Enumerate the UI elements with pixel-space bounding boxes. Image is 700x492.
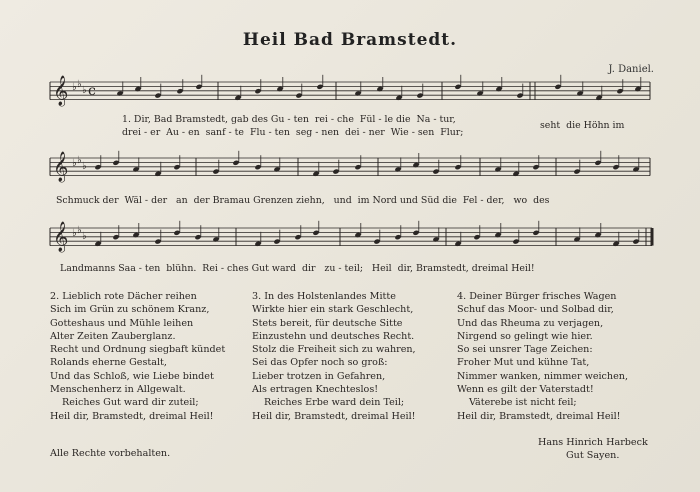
verse-line: Und das Rheuma zu verjagen, — [457, 317, 604, 329]
verse-line: Gotteshaus und Mühle leihen — [50, 317, 194, 329]
flat-sign-icon: ♭ — [72, 158, 77, 169]
rights-notice: Alle Rechte vorbehalten. — [50, 448, 171, 459]
treble-clef-icon: 𝄞 — [53, 152, 69, 182]
verse-line: Stets bereit, für deutsche Sitte — [252, 317, 403, 329]
verse-line: Heil dir, Bramstedt, dreimal Heil! — [457, 410, 621, 422]
publisher-name: Gut Sayen. — [566, 450, 620, 461]
verse-line: Sei das Opfer noch so groß: — [252, 357, 388, 369]
flat-sign-icon: ♭ — [82, 85, 87, 96]
verse-line: Sich im Grün zu schönem Kranz, — [50, 304, 210, 316]
flat-sign-icon: ♭ — [72, 228, 77, 239]
lyric-row1-refrain: seht die Höhn im — [540, 120, 625, 131]
verse-line: Nimmer wanken, nimmer weichen, — [457, 370, 629, 382]
verse-line: Einzustehn und deutsches Recht. — [252, 330, 415, 342]
verse-line: Rolands eherne Gestalt, — [50, 357, 167, 369]
verse-line: Stolz die Freiheit sich zu wahren, — [252, 344, 416, 356]
verse-line: 3. In des Holstenlandes Mitte — [252, 291, 396, 302]
composer-name: J. Daniel. — [608, 64, 654, 75]
common-time-icon: c — [88, 83, 96, 99]
verse-line: Heil dir, Bramstedt, dreimal Heil! — [50, 410, 214, 422]
verse-line: Alter Zeiten Zauberglanz. — [50, 330, 176, 342]
flat-sign-icon: ♭ — [77, 79, 82, 90]
song-title: Heil Bad Bramstedt. — [242, 30, 458, 50]
author-signature: Hans Hinrich Harbeck — [538, 437, 648, 448]
verse-line: Wenn es gilt der Vaterstadt! — [457, 384, 594, 396]
verse-line: Froher Mut und kühne Tat, — [457, 357, 590, 369]
verse-line: Nirgend so gelingt wie hier. — [457, 330, 593, 342]
verse-line: Menschenherz in Allgewalt. — [50, 384, 186, 396]
treble-clef-icon: 𝄞 — [53, 76, 69, 106]
verse-line: Reiches Gut ward dir zuteil; — [62, 397, 199, 409]
verse-line: Lieber trotzen in Gefahren, — [252, 370, 386, 382]
verse-line: 4. Deiner Bürger frisches Wagen — [457, 291, 617, 302]
verse-line: Wirkte hier ein stark Geschlecht, — [252, 304, 414, 316]
verse-line: Recht und Ordnung siegbaft kündet — [50, 344, 226, 356]
verse-line: Heil dir, Bramstedt, dreimal Heil! — [252, 410, 416, 422]
verse-line: Als ertragen Knechteslos! — [252, 384, 379, 396]
lyric-row1-line2: drei - er Au - en sanf - te Flu - ten seg - nen dei - ner Wie - sen Flur; — [122, 127, 464, 138]
flat-sign-icon: ♭ — [82, 231, 87, 242]
verse-line: 2. Lieblich rote Dächer reihen — [50, 291, 197, 302]
lyric-row3: Landmanns Saa - ten blühn. Rei - ches Gut ward dir zu - teil; Heil dir, Bramstedt, dreimal Heil! — [60, 263, 535, 274]
verse-3 — [252, 290, 452, 423]
verse-line: Väterebe ist nicht feil; — [469, 397, 577, 409]
flat-sign-icon: ♭ — [77, 155, 82, 166]
lyric-row2: Schmuck der Wäl - der an der Bramau Grenzen ziehn, und im Nord und Süd die Fel - der, wo des — [56, 195, 550, 206]
flat-sign-icon: ♭ — [82, 161, 87, 172]
flat-sign-icon: ♭ — [72, 82, 77, 93]
verse-line: Schuf das Moor- und Solbad dir, — [457, 304, 614, 316]
verse-line: Und das Schloß, wie Liebe bindet — [50, 370, 214, 382]
flat-sign-icon: ♭ — [77, 225, 82, 236]
verse-2 — [50, 290, 250, 423]
verse-line: So sei unsrer Tage Zeichen: — [457, 344, 593, 356]
treble-clef-icon: 𝄞 — [53, 222, 69, 252]
verse-4 — [457, 290, 657, 423]
verse-line: Reiches Erbe ward dein Teil; — [264, 397, 405, 409]
lyric-row1-line1: 1. Dir, Bad Bramstedt, gab des Gu - ten rei - che Fül - le die Na - tur, — [122, 114, 456, 125]
